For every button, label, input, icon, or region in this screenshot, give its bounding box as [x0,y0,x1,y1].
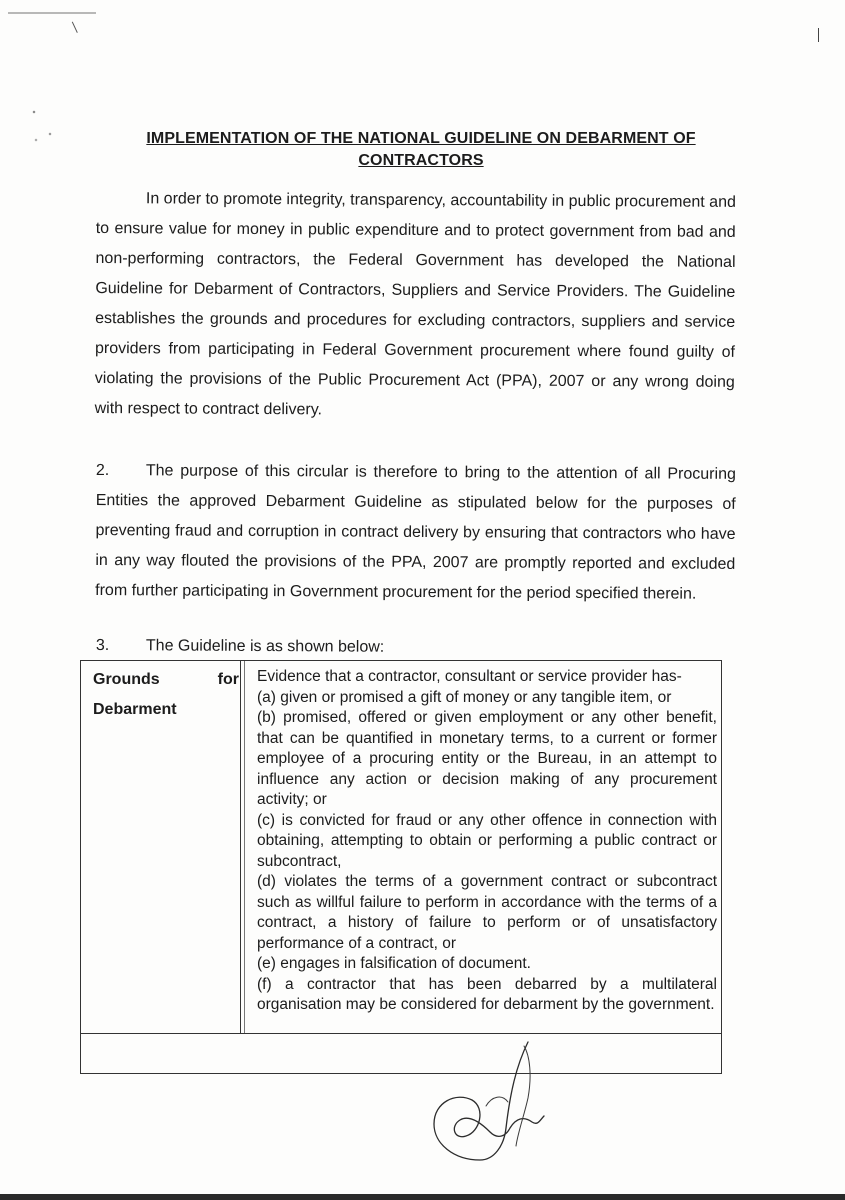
scan-artifact-mark [72,19,83,33]
scan-artifact-right-tick [818,28,819,42]
grounds-item-a: (a) given or promised a gift of money or any tangible item, or [257,688,672,706]
grounds-label-word: Grounds [93,671,160,688]
paragraph-3 [96,634,736,662]
grounds-item-b: (b) promised, offered or given employment or any other benefit, that can be quantified in monetary terms, to a current or former employee of a procuring entity or the Bureau, in an attempt to influence any action or decision making of any procurement activity; or [257,709,717,808]
for-label-word: for [217,671,239,688]
table-cell-grounds-content [257,667,717,1016]
debarment-label-word: Debarment [93,701,177,718]
handwritten-signature [420,1036,560,1166]
paragraph-3-number: 3. [95,636,110,655]
grounds-item-c: (c) is convicted for fraud or any other offence in connection with obtaining, attempting to obtain or performing a public contract or subcontract, [257,811,717,870]
paragraph-3-text: The Guideline is as shown below: [145,637,385,656]
grounds-item-f: (f) a contractor that has been debarred by a multilateral organisation may be considered for debarment by the government. [257,975,717,1013]
debarment-guideline-table [80,660,722,1074]
paragraph-2-text: The purpose of this circular is therefore to bring to the attention of all Procuring Entities the approved Debarment Guideline as stipulated below for the purposes of preventing fraud and corruption in contract delivery by ensuring that contractors who have in any way flouted the provisions of the PPA, 2007 are promptly reported and excluded from further participating in Government procurement for the period specified therein. [95,462,736,603]
grounds-item-d: (d) violates the terms of a government contract or subcontract such as willful failure to perform in accordance with the terms of a contract, a history of failure to perform or of unsatisfactory performance of a contract, or [257,873,717,952]
paragraph-2-number: 2. [95,461,110,480]
paragraph-1: In order to promote integrity, transparency, accountability in public procurement and to ensure value for money in public expenditure and to protect government from bad and non-performing contractors, the Federal Government has developed the National Guideline for Debarment of Contractors, Suppliers and Service Providers. The Guideline establishes the grounds and procedures for excluding contractors, suppliers and service providers from participating in Federal Government procurement where found guilty of violating the provisions of the Public Procurement Act (PPA), 2007 or any wrong doing with respect to contract delivery. [94,190,736,419]
table-column-divider-inner [244,661,245,1033]
table-cell-grounds-label [93,665,239,725]
grounds-intro: Evidence that a contractor, consultant or service provider has- [257,668,682,685]
scan-artifact-dots [30,108,60,148]
table-column-divider [240,661,241,1033]
scan-artifact-bottom-edge [0,1194,845,1200]
paragraph-2 [95,456,736,610]
grounds-item-e: (e) engages in falsification of document. [257,955,531,972]
table-row-divider [81,1033,721,1034]
scan-artifact-top-line [8,12,96,14]
document-title: IMPLEMENTATION OF THE NATIONAL GUIDELINE ON DEBARMENT OF CONTRACTORS [146,130,696,169]
